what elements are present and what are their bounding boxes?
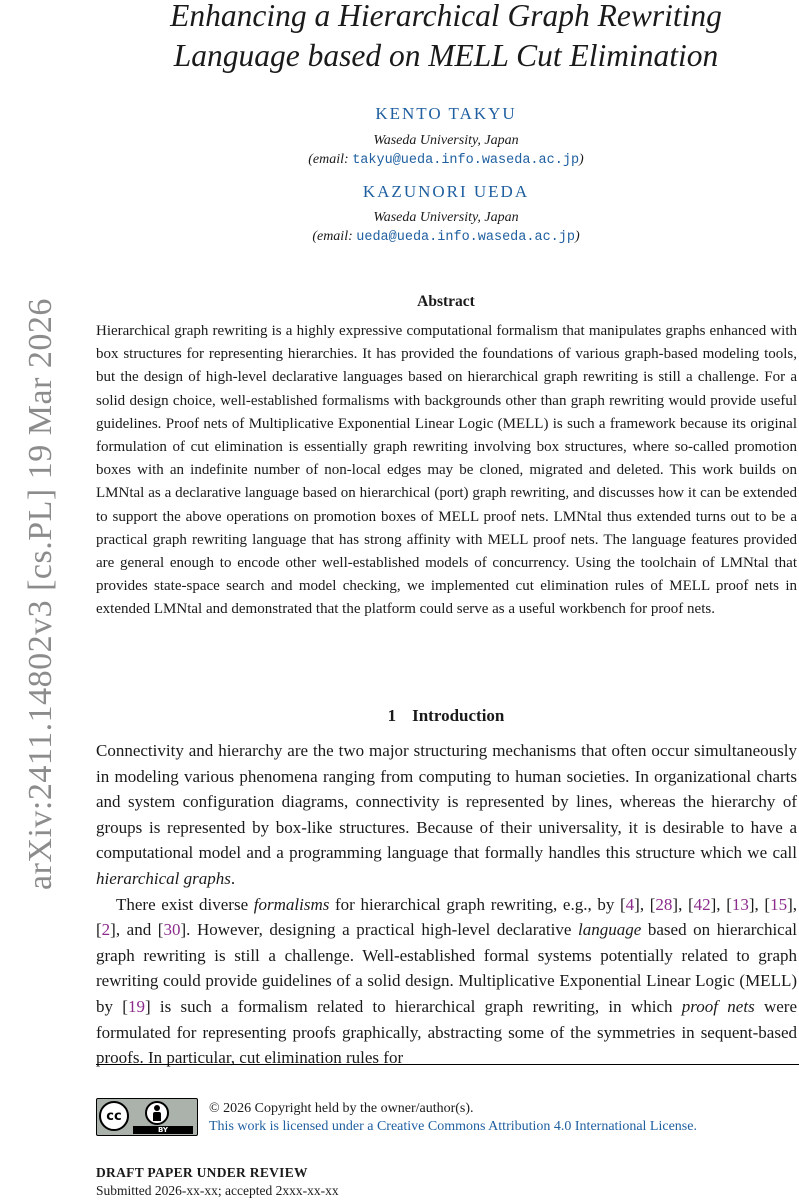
- email-suffix: ): [579, 152, 584, 167]
- draft-label: DRAFT PAPER UNDER REVIEW: [96, 1165, 308, 1180]
- title-line-1: Enhancing a Hierarchical Graph Rewriting: [170, 0, 722, 33]
- citation-link[interactable]: 30: [163, 920, 181, 940]
- footer-rule: [96, 1064, 799, 1065]
- citation-link[interactable]: 42: [693, 894, 711, 914]
- citation-link[interactable]: 28: [655, 894, 673, 914]
- author-email-line-2: [96, 227, 796, 248]
- author-email-1[interactable]: takyu@ueda.info.waseda.ac.jp: [352, 153, 580, 168]
- text-run: ]. However, designing a practical high-level declarative: [180, 920, 579, 940]
- text-run: ], [: [672, 894, 694, 914]
- emphasis: formalisms: [253, 894, 330, 914]
- email-prefix: (email:: [312, 229, 357, 244]
- author-affiliation-2: Waseda University, Japan: [373, 210, 519, 225]
- paragraph-2: [96, 892, 797, 1071]
- emphasis: proof nets: [681, 996, 755, 1016]
- submission-dates: Submitted 2026-xx-xx; accepted 2xxx-xx-xx: [96, 1183, 339, 1198]
- section-number: 1: [387, 706, 397, 725]
- text-run: .: [230, 868, 236, 888]
- text-run: ], [: [96, 894, 798, 940]
- email-prefix: (email:: [308, 152, 353, 167]
- text-run: ], [: [748, 894, 771, 914]
- emphasis: hierarchical graphs: [96, 868, 231, 888]
- person-icon: [145, 1101, 169, 1125]
- citation-link[interactable]: 13: [731, 894, 749, 914]
- paper-title: [96, 0, 796, 76]
- abstract-heading: Abstract: [417, 293, 475, 310]
- author-affiliation-1: Waseda University, Japan: [373, 133, 519, 148]
- copyright-notice: © 2026 Copyright held by the owner/author(s).: [209, 1101, 474, 1116]
- text-run: ] is such a formalism related to hierarchical graph rewriting, in which: [144, 996, 682, 1016]
- text-run: were formulated for representing proofs graphically, abstracting some of the symmetries in sequent-based proofs. In particular, cut elimination rules for: [96, 996, 798, 1068]
- section-title: Introduction: [412, 706, 505, 725]
- text-run: ], and [: [110, 920, 164, 940]
- cc-icon: cc: [99, 1101, 129, 1131]
- license-link[interactable]: This work is licensed under a Creative Commons Attribution 4.0 International License.: [209, 1119, 697, 1134]
- text-run: There exist diverse: [116, 894, 254, 914]
- cc-by-license-badge[interactable]: [96, 1098, 198, 1136]
- emphasis: language: [578, 920, 642, 940]
- author-name-2: KAZUNORI UEDA: [362, 182, 530, 201]
- paragraph-1: [96, 738, 797, 892]
- section-heading: [96, 706, 796, 726]
- text-run: based on hierarchical graph rewriting is still a challenge. Well-established formal systems potentially related to graph rewriting could provide guidelines of a solid design. Multiplicative Exponential Linear Logic (MELL) by [: [96, 920, 797, 1016]
- abstract-text: Hierarchical graph rewriting is a highly expressive computational formalism that manipulates graphs enhanced with box structures for representing hierarchies. It has provided the foundations of various graph-based modeling tools, but the design of high-level declarative languages based on hierarchical graph rewriting is still a challenge. For a solid design choice, well-established formalisms with backgrounds other than graph rewriting would provide useful guidelines. Proof nets of Multiplicative Exponential Linear Logic (MELL) is such a framework because its original formulation of cut elimination is essentially graph rewriting involving box structures, where so-called promotion boxes with an indefinite number of non-local edges may be cloned, migrated and deleted. This work builds on LMNtal as a declarative language based on hierarchical (port) graph rewriting, and discusses how it can be extended to support the above operations on promotion boxes of MELL proof nets. LMNtal thus extended turns out to be a practical graph rewriting language that has strong affinity with MELL proof nets. The language features provided are general enough to encode other well-established models of concurrency. Using the toolchain of LMNtal that provides state-space search and model checking, we implemented cut elimination rules of MELL proof nets in extended LMNtal and demonstrated that the platform could serve as a useful workbench for proof nets.: [96, 323, 797, 618]
- author-email-2[interactable]: ueda@ueda.info.waseda.ac.jp: [356, 230, 575, 245]
- body-text: [96, 738, 797, 1071]
- citation-link[interactable]: 4: [625, 894, 635, 914]
- citation-link[interactable]: 2: [101, 920, 111, 940]
- author-name-1: KENTO TAKYU: [375, 104, 517, 123]
- citation-link[interactable]: 19: [127, 996, 145, 1016]
- title-line-2: Language based on MELL Cut Elimination: [173, 38, 719, 73]
- text-run: ], [: [710, 894, 732, 914]
- author-email-line-1: [96, 150, 796, 171]
- text-run: Connectivity and hierarchy are the two major structuring mechanisms that often occur simultaneously in modeling various phenomena ranging from computing to human societies. In organizational charts and system configuration diagrams, connectivity is represented by lines, whereas the hierarchy of groups is represented by box-like structures. Because of their universality, it is desirable to have a computational model and a programming language that formally handles this structure which we call: [96, 741, 797, 863]
- arxiv-identifier: arXiv:2411.14802v3 [cs.PL] 19 Mar 2026: [22, 298, 59, 890]
- email-suffix: ): [575, 229, 580, 244]
- by-label: BY: [133, 1126, 193, 1134]
- text-run: for hierarchical graph rewriting, e.g., by [: [329, 894, 626, 914]
- citation-link[interactable]: 15: [770, 894, 788, 914]
- text-run: ], [: [634, 894, 656, 914]
